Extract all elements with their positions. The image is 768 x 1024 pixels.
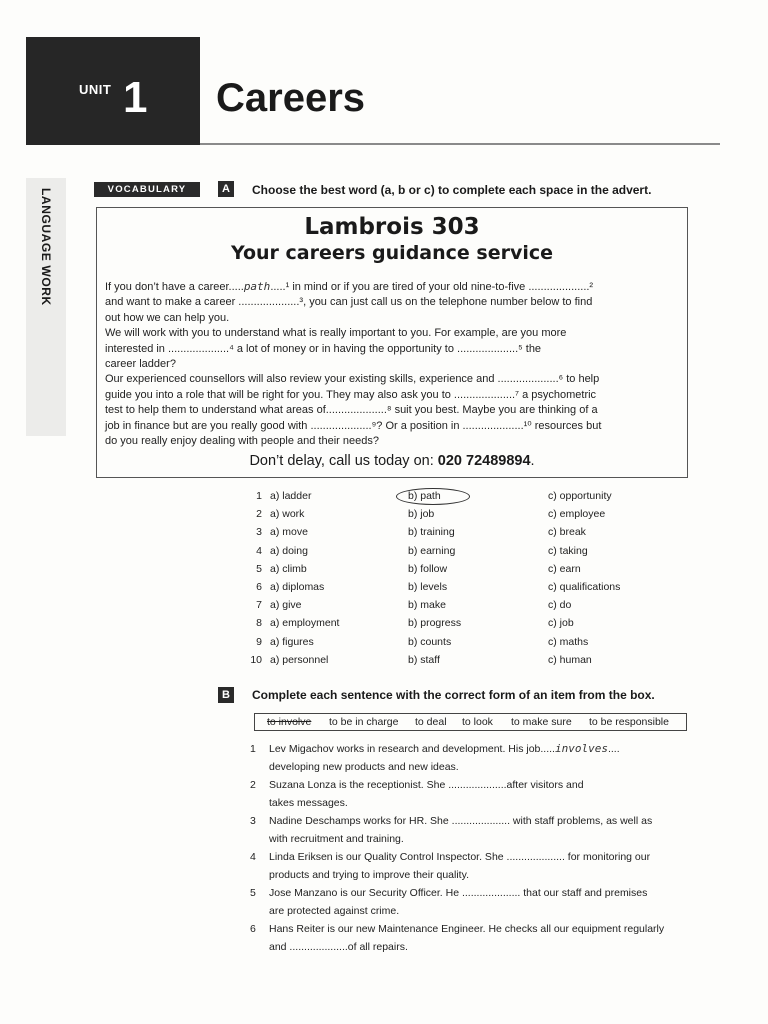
option-number: 2 xyxy=(256,508,262,521)
section-a-letter: A xyxy=(218,181,234,197)
page-title: Careers xyxy=(216,76,366,120)
option-number: 1 xyxy=(256,490,262,502)
section-b-letter: B xyxy=(218,687,234,703)
section-b-instruction: Complete each sentence with the correct form of an item from the box. xyxy=(252,688,655,702)
option-c: c) human xyxy=(548,653,592,666)
option-a: a) give xyxy=(270,599,302,612)
advert-line: Our experienced counsellors will also review your existing skills, experience and ....................⁶ to help xyxy=(105,373,600,386)
advert-line: If you don’t have a career.....path.....¹ in mind or if you are tired of your old nine-to-five ....................² xyxy=(105,280,594,293)
option-c: c) earn xyxy=(548,562,581,575)
advert-line: do you really enjoy dealing with people and their needs? xyxy=(105,435,379,448)
advert-line: interested in ....................⁴ a lot of money or in having the opportunity to ....................⁵ the xyxy=(105,342,542,355)
option-c: c) qualifications xyxy=(548,581,621,593)
option-b: b) follow xyxy=(408,562,448,575)
option-number: 4 xyxy=(256,544,262,557)
phone-number: 020 72489894 xyxy=(437,453,531,469)
option-b: b) training xyxy=(408,526,455,539)
word-box-item: to deal xyxy=(415,716,447,728)
unit-banner xyxy=(26,37,200,145)
advert-line: job in finance but are you really good with ....................⁹? Or a position in ....................¹⁰ resources but xyxy=(105,419,602,432)
option-number: 6 xyxy=(256,581,262,593)
unit-number: 1 xyxy=(123,73,148,122)
option-number: 10 xyxy=(250,653,262,666)
option-number: 5 xyxy=(256,562,262,575)
option-a: a) personnel xyxy=(270,653,329,666)
advert-line: guide you into a role that will be right for you. They may also ask you to ....................⁷ a psychometric xyxy=(105,388,597,401)
title-rule xyxy=(200,143,720,145)
option-b: b) make xyxy=(408,599,446,612)
advert-title: Lambrois 303 xyxy=(304,214,480,240)
option-c: c) maths xyxy=(548,635,589,648)
advert-line: and want to make a career ....................³, you can just call us on the telephone number below to find xyxy=(105,296,593,309)
option-c: c) break xyxy=(548,526,586,539)
advert-body xyxy=(105,279,681,449)
advert-line: test to help them to understand what areas of....................⁸ suit you best. Maybe you are thinking of a xyxy=(105,404,598,417)
option-b: b) path xyxy=(408,490,441,502)
option-c: c) taking xyxy=(548,544,588,557)
section-a-instruction: Choose the best word (a, b or c) to complete each space in the advert. xyxy=(252,183,652,197)
handwritten-answer: involves xyxy=(554,742,608,755)
option-number: 7 xyxy=(256,599,262,612)
handwritten-answer: path xyxy=(243,280,271,293)
vocabulary-badge: VOCABULARY xyxy=(94,182,200,197)
word-box-item: to make sure xyxy=(511,716,572,728)
unit-label: UNIT xyxy=(79,82,112,97)
option-number: 9 xyxy=(256,635,262,648)
side-label: LANGUAGE WORK xyxy=(39,188,53,306)
word-box-item: to involve xyxy=(267,716,312,728)
option-c: c) opportunity xyxy=(548,490,612,502)
advert-footer: Don’t delay, call us today on: 020 72489894. xyxy=(249,453,535,469)
option-b: b) staff xyxy=(408,653,440,666)
option-a: a) move xyxy=(270,526,308,539)
option-a: a) diplomas xyxy=(270,581,325,593)
word-box xyxy=(254,713,687,731)
answer-circle xyxy=(396,488,470,505)
option-a: a) figures xyxy=(270,635,314,648)
option-c: c) job xyxy=(548,617,574,630)
option-b: b) progress xyxy=(408,617,462,630)
option-a: a) work xyxy=(270,508,305,521)
option-a: a) ladder xyxy=(270,490,312,502)
option-b: b) levels xyxy=(408,581,448,593)
option-b: b) earning xyxy=(408,544,456,557)
option-c: c) do xyxy=(548,599,572,612)
word-box-item: to look xyxy=(462,716,493,728)
advert-box xyxy=(96,207,688,478)
advert-line: out how we can help you. xyxy=(105,311,230,324)
word-box-item: to be in charge xyxy=(329,716,399,728)
option-a: a) doing xyxy=(270,544,308,557)
option-number: 8 xyxy=(256,617,262,630)
option-number: 3 xyxy=(256,526,262,539)
advert-line: career ladder? xyxy=(105,358,176,371)
option-a: a) employment xyxy=(270,617,340,630)
option-c: c) employee xyxy=(548,508,606,521)
advert-subtitle: Your careers guidance service xyxy=(230,242,554,264)
option-a: a) climb xyxy=(270,562,307,575)
word-box-item: to be responsible xyxy=(589,716,669,728)
advert-line: We will work with you to understand what is really important to you. For example, are you more xyxy=(105,327,567,340)
option-b: b) job xyxy=(408,508,435,521)
option-b: b) counts xyxy=(408,635,452,648)
